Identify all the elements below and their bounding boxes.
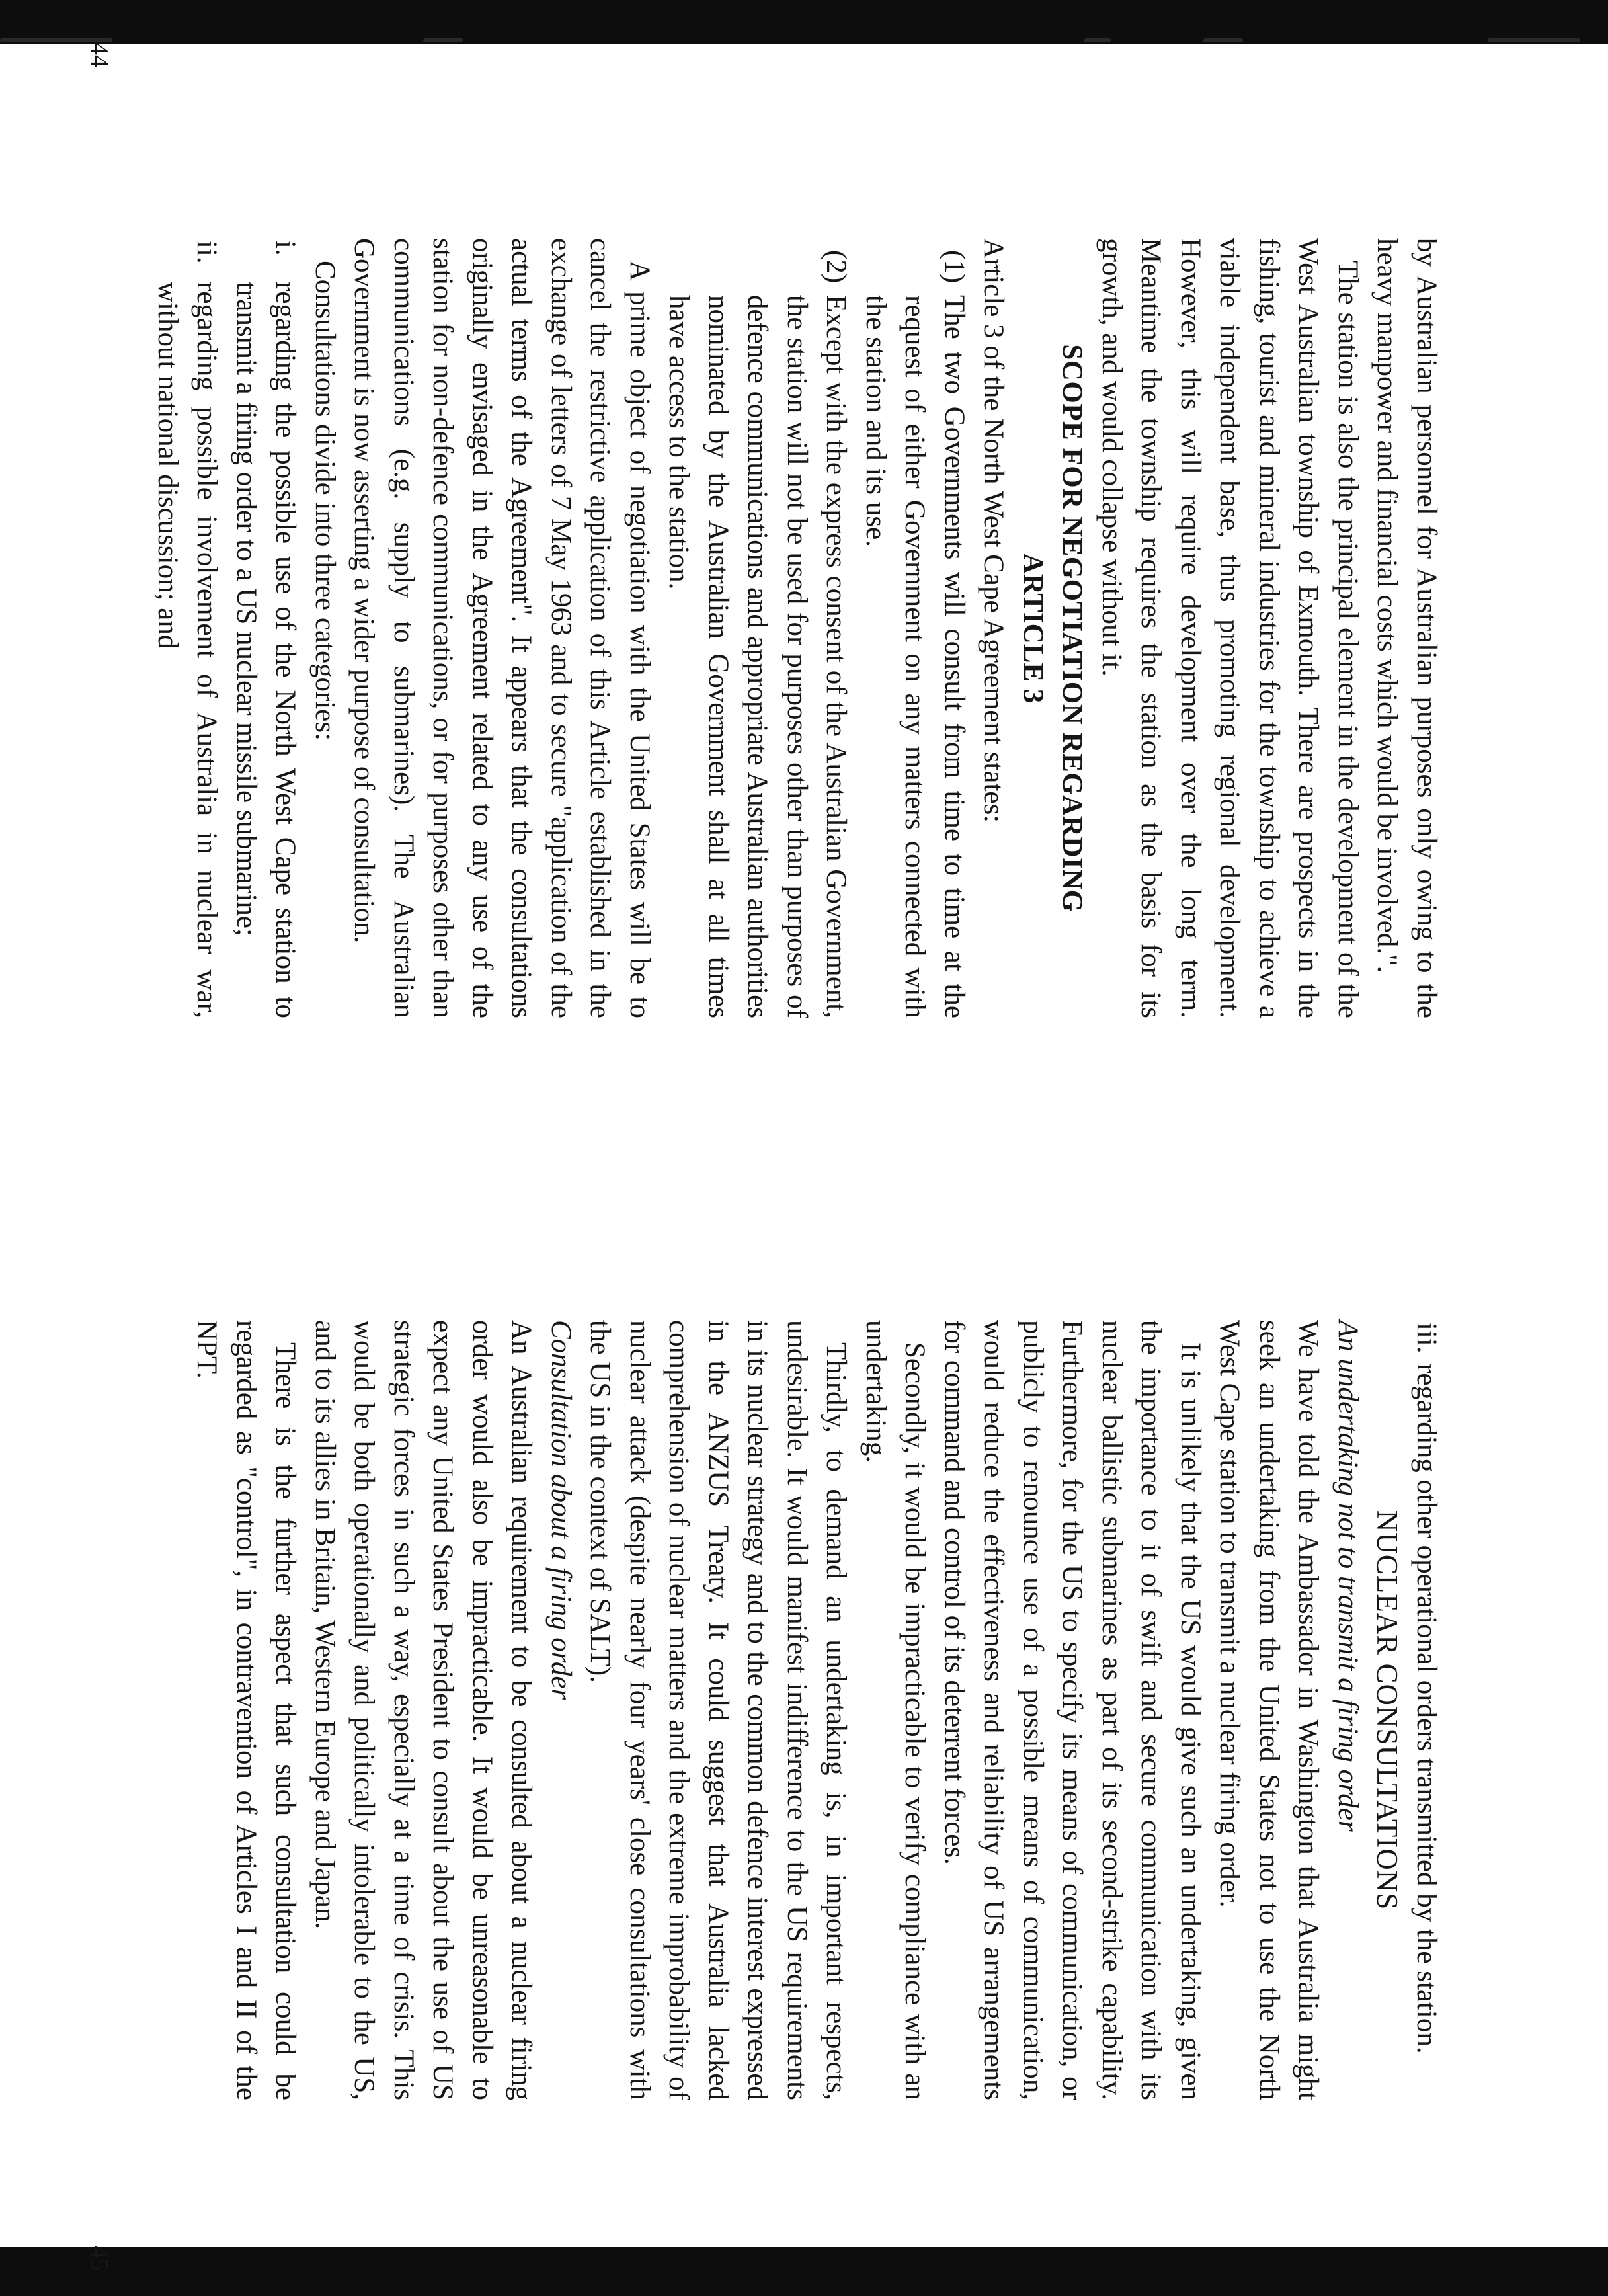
list-marker: i.: [270, 241, 302, 256]
article-clause-1: [856, 238, 975, 1018]
paragraph: The station is also the principal element in the development of the West Australian township of Exmouth. There are prospects in the fishing, tourist and mineral industries for the township to achieve a viable independent base, thus promoting regional development. However, this will require development over the long term. Meantime the township requires the station as the basis for its growth, and would collapse without it.: [1096, 238, 1363, 1018]
category-item-2: [148, 238, 227, 1018]
italic-subheading: An undertaking not to transmit a firing order: [1332, 1320, 1363, 1832]
category-item-1: [227, 238, 305, 1018]
clause-marker: (1): [939, 250, 970, 284]
category-item-3: [1407, 1320, 1447, 2100]
list-item-text: regarding possible involvement of Australia in nuclear war, without national discussion; and: [152, 282, 223, 1018]
page-44-text-column: [148, 238, 1447, 1018]
paragraph: It is unlikely that the US would give such an undertaking, given the importance to it of swift and secure communication with its nuclear ballistic submarines as part of its second-strike capability. Furthermore, for the US to specify its means of communication, or publicly to renounce use of a possible means of communication, would reduce the effectiveness and reliability of US arrangements for command and control of its deterrent forces.: [939, 1320, 1206, 2100]
paragraph: Article 3 of the North West Cape Agreement states:: [978, 238, 1010, 823]
paragraph: We have told the Ambassador in Washington that Australia might seek an undertaking from the United States not to use the North West Cape station to transmit a nuclear firing order.: [1214, 1320, 1324, 2100]
clause-text: Except with the express consent of the Australian Government, the station will not be used for purposes other than purposes of defence communications and appropriate Australian authorities nominated by the Australian Government shall at all times have access to the station.: [663, 295, 852, 1018]
page-45-text-column: [187, 1320, 1446, 2100]
page-number: 45: [85, 2246, 113, 2271]
paragraph: by Australian personnel for Australian purposes only owing to the heavy manpower and financial costs which would be involved.".: [1371, 238, 1442, 1018]
italic-subheading: Consultation about a firing order: [545, 1320, 577, 1700]
paragraph: There is the further aspect that such consultation could be regarded as "control", in contravention of Articles I and II of the NPT.: [191, 1320, 302, 2100]
paragraph: Consultations divide into three categories:: [309, 261, 341, 741]
list-item-text: regarding other operational orders transmitted by the station.: [1411, 1364, 1442, 2054]
paragraph: An Australian requirement to be consulted about a nuclear firing order would also be impracticable. It would be unreasonable to expect any United States President to consult about the use of US strategic forces in such a way, especially at a time of crisis. This would be both operationally and politically intolerable to the US, and to its allies in Britain, Western Europe and Japan.: [309, 1320, 538, 2100]
list-item-text: regarding the possible use of the North West Cape station to transmit a firing order to a US nuclear missile submarine;: [231, 282, 302, 1018]
list-marker: ii.: [191, 241, 223, 264]
section-heading: SCOPE FOR NEGOTIATION REGARDING: [1057, 344, 1088, 913]
page-45: [0, 1148, 1608, 2296]
article-clause-2: [659, 238, 856, 1018]
section-subheading: ARTICLE 3: [1018, 553, 1049, 704]
paragraph: A prime object of negotiation with the United States will be to cancel the restrictive application of this Article established in the exchange of letters of 7 May 1963 and to secure "application of the actual terms of the Agreement". It appears that the consultations originally envisaged in the Agreement related to any use of the station for non-defence communications, or for purposes other than communications (e.g. supply to submarines). The Australian Government is now asserting a wider purpose of consultation.: [348, 238, 655, 1018]
section-heading: NUCLEAR CONSULTATIONS: [1371, 1510, 1404, 1910]
clause-text: The two Governments will consult from time to time at the request of either Government on any matters connected with the station and its use.: [860, 295, 970, 1018]
clause-marker: (2): [821, 250, 852, 284]
page-number: 44: [85, 42, 113, 67]
list-marker: iii.: [1411, 1323, 1442, 1354]
paragraph: Secondly, it would be impracticable to verify compliance with an undertaking.: [860, 1320, 931, 2100]
paragraph: Thirdly, to demand an undertaking is, in important respects, undesirable. It would manifest indifference to the US requirements in its nuclear strategy and to the common defence interest expressed in the ANZUS Treaty. It could suggest that Australia lacked comprehension of nuclear matters and the extreme improbability of nuclear attack (despite nearly four years' close consultations with the US in the context of SALT).: [584, 1320, 852, 2100]
